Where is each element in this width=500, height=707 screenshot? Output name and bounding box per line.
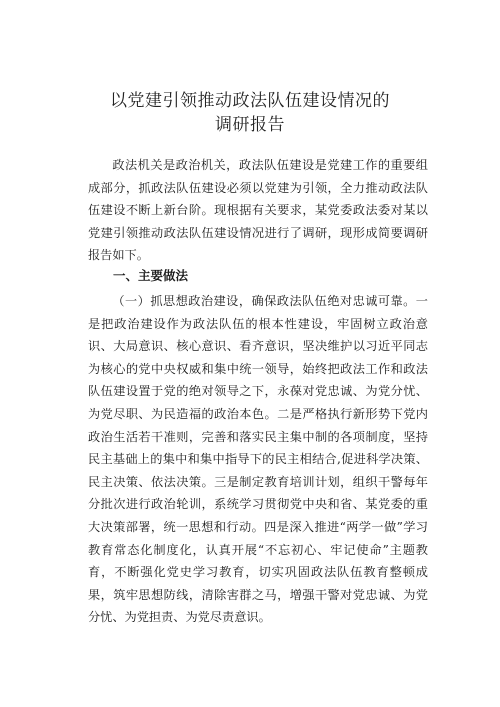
- document-title-line-2: 调研报告: [215, 115, 285, 135]
- section-heading-main-practices: 一、主要做法: [113, 268, 189, 283]
- section-paragraph-political-building: （一）抓思想政治建设，确保政法队伍绝对忠诚可靠。一是把政治建设作为政法队伍的根本性建设，牢固树立政治意识、大局意识、核心意识、看齐意识，坚决维护以习近平同志为核心的党中央权威和集中统一领导，始终把政法工作和政法队伍建设置于党的绝对领导之下，永葆对党忠诚、为党分忧、为党尽职、为民造福的政治本色。二是严格执行新形势下党内政治生活若干准则，完善和落实民主集中制的各项制度，坚持民主基础上的集中和集中指导下的民主相结合,促进科学决策、民主决策、依法决策。三是制定教育培训计划，组织干警每年分批次进行政治轮训，系统学习贯彻党中央和省、某党委的重大决策部署，统一思想和行动。四是深入推进“两学一做”学习教育常态化制度化，认真开展“不忘初心、牢记使命”主题教育，不断强化党史学习教育，切实巩固政法队伍教育整顿成果，筑牢思想防线，清除害群之马，增强干警对党忠诚、为党分忧、为党担责、为党尽责意识。: [88, 294, 428, 625]
- intro-paragraph: 政法机关是政治机关，政法队伍建设是党建工作的重要组成部分，抓政法队伍建设必须以党建为引领，全力推动政法队伍建设不断上新台阶。现根据有关要求，某党委政法委对某以党建引领推动政法队伍建设情况进行了调研，现形成简要调研报告如下。: [88, 158, 428, 263]
- document-title-line-1: 以党建引领推动政法队伍建设情况的: [110, 91, 390, 111]
